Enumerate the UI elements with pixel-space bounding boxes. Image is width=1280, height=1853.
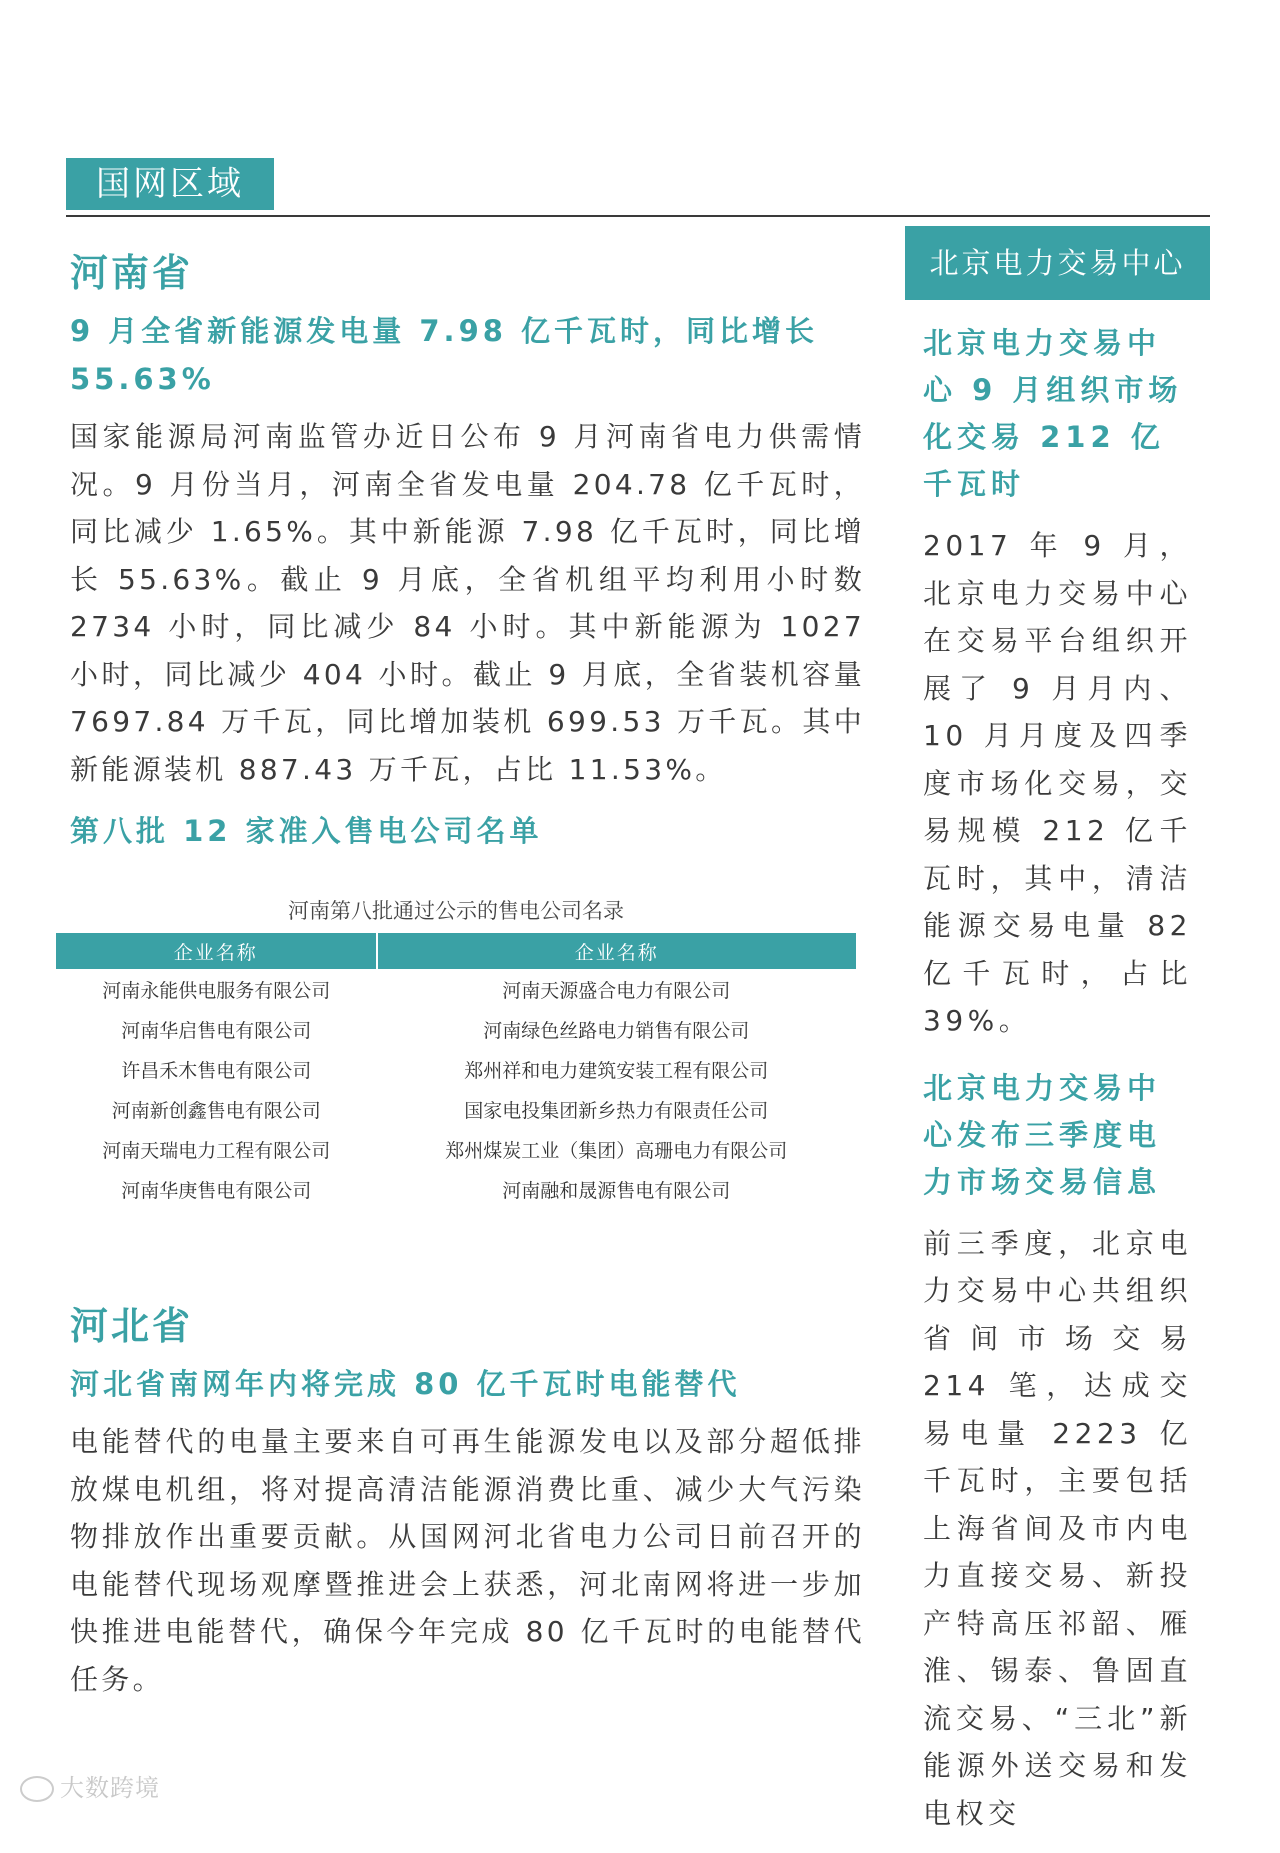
top-divider <box>66 215 1210 217</box>
table-row <box>56 969 856 1009</box>
table-cell: 河南新创鑫售电有限公司 <box>111 1099 321 1122</box>
watermark-text: 大数跨境 <box>60 1774 160 1802</box>
hebei-headline: 河北省南网年内将完成 80 亿千瓦时电能替代 <box>70 1367 741 1401</box>
watermark <box>20 1768 160 1803</box>
company-table <box>56 933 856 1209</box>
table-cell: 河南永能供电服务有限公司 <box>102 979 331 1002</box>
table-row <box>56 1009 856 1049</box>
table-cell: 郑州祥和电力建筑安装工程有限公司 <box>464 1059 769 1082</box>
hebei-body: 电能替代的电量主要来自可再生能源发电以及部分超低排放煤电机组，将对提高清洁能源消费比重、减少大气污染物排放作出重要贡献。从国网河北省电力公司日前召开的电能替代现场观摩暨推进会上获悉，河北南网将进一步加快推进电能替代，确保今年完成 80 亿千瓦时的电能替代任务。 <box>70 1425 865 1696</box>
henan-title: 河南省 <box>70 251 194 295</box>
table-cell: 国家电投集团新乡热力有限责任公司 <box>464 1099 769 1122</box>
beijing-body-1: 2017 年 9 月，北京电力交易中心在交易平台组织开展了 9 月月内、10 月月度及四季度市场化交易，交易规模 212 亿千瓦时，其中，清洁能源交易电量 82 亿千瓦时，占比 39%。 <box>923 529 1192 1037</box>
beijing-headline-1: 北京电力交易中心 9 月组织市场化交易 212 亿千瓦时 <box>923 326 1183 501</box>
table-cell: 河南绿色丝路电力销售有限公司 <box>483 1019 750 1042</box>
beijing-tag: 北京电力交易中心 <box>905 226 1210 300</box>
left-column <box>70 230 865 1717</box>
table-row <box>56 1169 856 1209</box>
table-header: 企业名称 <box>377 933 856 969</box>
table-cell: 河南融和晟源售电有限公司 <box>502 1179 731 1202</box>
table-cell: 河南华启售电有限公司 <box>121 1019 312 1042</box>
company-table-caption: 河南第八批通过公示的售电公司名录 <box>288 899 624 923</box>
table-cell: 郑州煤炭工业（集团）高珊电力有限公司 <box>445 1139 788 1162</box>
table-header: 企业名称 <box>56 933 377 969</box>
henan-list-heading: 第八批 12 家准入售电公司名单 <box>70 814 543 848</box>
table-cell: 河南天源盛合电力有限公司 <box>502 979 731 1002</box>
hebei-section <box>70 1295 865 1703</box>
table-cell: 许昌禾木售电有限公司 <box>121 1059 312 1082</box>
table-cell: 河南天瑞电力工程有限公司 <box>102 1139 331 1162</box>
table-row <box>56 1129 856 1169</box>
beijing-body-2: 前三季度，北京电力交易中心共组织省间市场交易 214 笔，达成交易电量 2223 亿千瓦时，主要包括上海省间及市内电力直接交易、新投产特高压祁韶、雁淮、锡泰、鲁固直流交易、“三北”新能源外送交易和发电权交 <box>923 1226 1192 1830</box>
hebei-title: 河北省 <box>70 1304 194 1348</box>
watermark-logo-icon <box>20 1776 54 1802</box>
right-column <box>905 226 1210 1853</box>
henan-body: 国家能源局河南监管办近日公布 9 月河南省电力供需情况。9 月份当月，河南全省发电量 204.78 亿千瓦时，同比减少 1.65%。其中新能源 7.98 亿千瓦时，同比增长 55.63%。截止 9 月底，全省机组平均利用小时数 2734 小时，同比减少 84 小时。其中新能源为 1027 小时，同比减少 404 小时。截止 9 月底，全省装机容量 7697.84 万千瓦，同比增加装机 699.53 万千瓦。其中新能源装机 887.43 万千瓦，占比 11.53%。 <box>70 420 865 786</box>
section-tag: 国网区域 <box>66 158 274 210</box>
table-row <box>56 1049 856 1089</box>
table-row <box>56 1089 856 1129</box>
beijing-headline-2: 北京电力交易中心发布三季度电力市场交易信息 <box>923 1070 1162 1199</box>
table-cell: 河南华庚售电有限公司 <box>121 1179 312 1202</box>
henan-headline: 9 月全省新能源发电量 7.98 亿千瓦时，同比增长 55.63% <box>70 314 819 396</box>
